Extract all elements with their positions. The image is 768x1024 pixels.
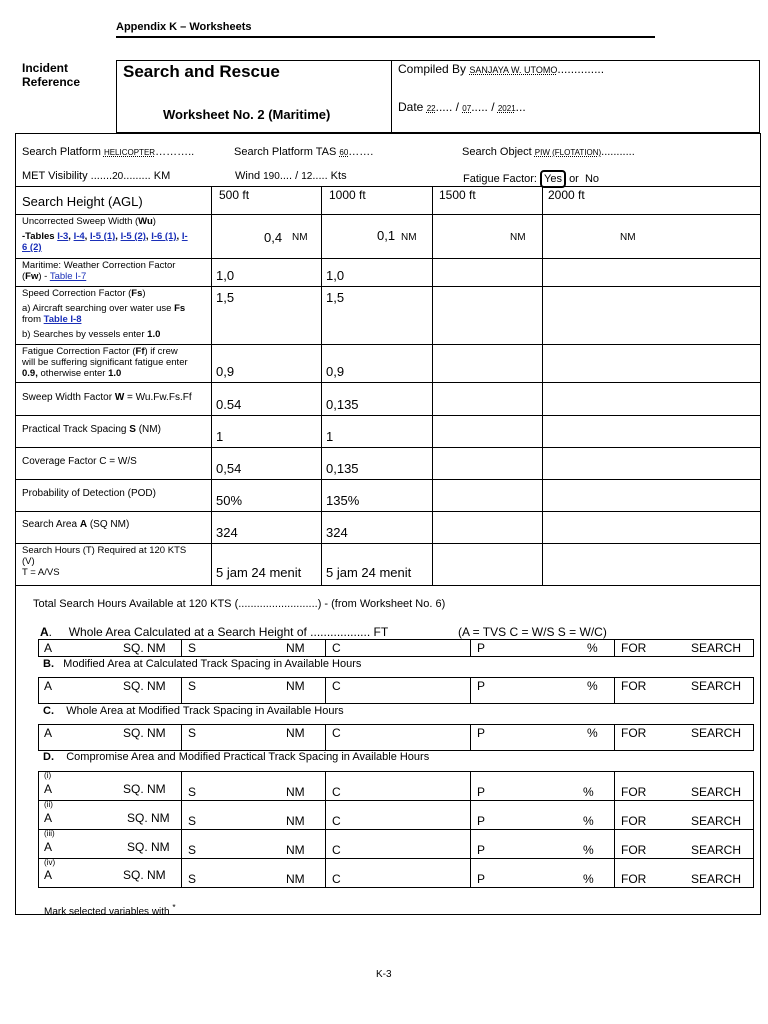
w-1000: 0,135 <box>326 397 359 412</box>
date-field: Date 22..... / 07..... / 2021... <box>398 100 526 114</box>
fs-note-a: a) Aircraft searching over water use Fs from Table I-8 <box>22 303 186 325</box>
height-col-1000: 1000 ft <box>329 188 366 202</box>
search-height-label: Search Height (AGL) <box>22 194 143 209</box>
table-link-i5-1[interactable]: I-5 (1) <box>89 231 116 242</box>
fatigue-factor: Fatigue Factor: Yes or No <box>463 170 599 188</box>
wu-label: Uncorrected Sweep Width (Wu) <box>22 216 156 227</box>
pod-label: Probability of Detection (POD) <box>22 488 156 499</box>
c-500: 0,54 <box>216 461 242 476</box>
fatigue-yes-selected: Yes <box>540 170 566 188</box>
met-visibility: MET Visibility .......20......... KM <box>22 170 171 182</box>
table-link-i6-1[interactable]: I-6 (1) <box>151 231 177 242</box>
height-col-500: 500 ft <box>219 188 250 202</box>
hours-label: Search Hours (T) Required at 120 KTS (V) T = A/VS <box>22 545 187 578</box>
wind-speed: 12 <box>301 171 313 182</box>
header-rule <box>116 36 655 38</box>
table-link-i5-2[interactable]: I-5 (2) <box>120 231 146 242</box>
wind: Wind 190.... / 12..... Kts <box>235 170 347 182</box>
pod-1000: 135% <box>326 493 360 508</box>
date-day: 22 <box>426 104 436 113</box>
table-link-i3[interactable]: I-3 <box>57 231 69 242</box>
table-link-i6-2[interactable]: I- <box>181 231 188 242</box>
hours-1000: 5 jam 24 menit <box>326 565 412 580</box>
w-label: Sweep Width Factor W = Wu.Fw.Fs.Ff <box>22 392 192 403</box>
worksheet-number: Worksheet No. 2 (Maritime) <box>163 107 331 122</box>
appendix-title: Appendix K – Worksheets <box>116 21 252 33</box>
formula-note: (A = TVS C = W/S S = W/C) <box>458 625 607 639</box>
section-d-heading: D. Compromise Area and Modified Practical Track Spacing in Available Hours <box>43 751 430 763</box>
area-1000: 324 <box>326 525 348 540</box>
height-col-2000: 2000 ft <box>548 188 585 202</box>
ff-1000: 0,9 <box>326 364 345 379</box>
height-col-1500: 1500 ft <box>439 188 476 202</box>
s-500: 1 <box>216 429 224 444</box>
search-platform: Search Platform HELICOPTER……….. <box>22 146 195 158</box>
pod-500: 50% <box>216 493 243 508</box>
ff-label: Fatigue Correction Factor (Ff) if crew will be suffering significant fatigue enter 0.9, otherwise enter 1.0 <box>22 346 188 379</box>
s-label: Practical Track Spacing S (NM) <box>22 424 161 435</box>
fs-note-b: b) Searches by vessels enter 1.0 <box>22 329 161 340</box>
s-1000: 1 <box>326 429 334 444</box>
form-title: Search and Rescue <box>123 62 280 81</box>
date-year: 2021 <box>497 104 516 113</box>
wu-1000: 0,1 <box>377 228 396 243</box>
met-visibility-value: 20 <box>112 171 124 182</box>
incident-ref-label: Incident <box>22 61 69 75</box>
fw-500: 1,0 <box>216 268 235 283</box>
incident-ref-label-2: Reference <box>22 75 81 89</box>
section-a-heading: A. Whole Area Calculated at a Search Height of .................. FT <box>40 625 389 639</box>
wu-tables: -Tables I-3, I-4, I-5 (1), I-5 (2), I-6 (1), I- <box>22 231 188 242</box>
table-link-i4[interactable]: I-4 <box>73 231 85 242</box>
page-number: K-3 <box>376 969 392 980</box>
section-c-heading: C. Whole Area at Modified Track Spacing in Available Hours <box>43 705 344 717</box>
table-link-i6-2-cont[interactable]: 6 (2) <box>22 242 42 253</box>
search-object-value: PIW (FLOTATION) <box>534 148 602 157</box>
wu-500: 0,4 <box>264 230 283 245</box>
ff-500: 0,9 <box>216 364 235 379</box>
fw-1000: 1,0 <box>326 268 345 283</box>
total-search-hours: Total Search Hours Available at 120 KTS (..........................) - (from Worksheet No. 6) <box>33 598 446 610</box>
area-500: 324 <box>216 525 238 540</box>
fs-1000: 1,5 <box>326 290 345 305</box>
fw-label: Maritime: Weather Correction Factor (Fw) - Table I-7 <box>22 260 176 282</box>
search-platform-tas: Search Platform TAS 60……. <box>234 146 374 158</box>
table-link-i7[interactable]: Table I-7 <box>49 271 87 282</box>
wind-direction: 190 <box>263 171 280 182</box>
section-b-heading: B. Modified Area at Calculated Track Spacing in Available Hours <box>43 658 362 670</box>
date-month: 07 <box>462 104 472 113</box>
c-1000: 0,135 <box>326 461 359 476</box>
tas-value: 60 <box>339 148 349 157</box>
search-platform-value: HELICOPTER <box>103 148 156 157</box>
area-label: Search Area A (SQ NM) <box>22 519 130 530</box>
compiled-by-value: SANJAYA W. UTOMO <box>469 65 558 75</box>
search-object: Search Object PIW (FLOTATION)........... <box>462 146 635 158</box>
c-label: Coverage Factor C = W/S <box>22 456 137 467</box>
fs-label: Speed Correction Factor (Fs) <box>22 288 146 299</box>
w-500: 0.54 <box>216 397 242 412</box>
hours-500: 5 jam 24 menit <box>216 565 302 580</box>
fs-500: 1,5 <box>216 290 235 305</box>
mark-selected-note: Mark selected variables with * <box>44 902 176 918</box>
compiled-by: Compiled By SANJAYA W. UTOMO.............. <box>398 62 605 76</box>
table-link-i8[interactable]: Table I-8 <box>43 314 82 325</box>
